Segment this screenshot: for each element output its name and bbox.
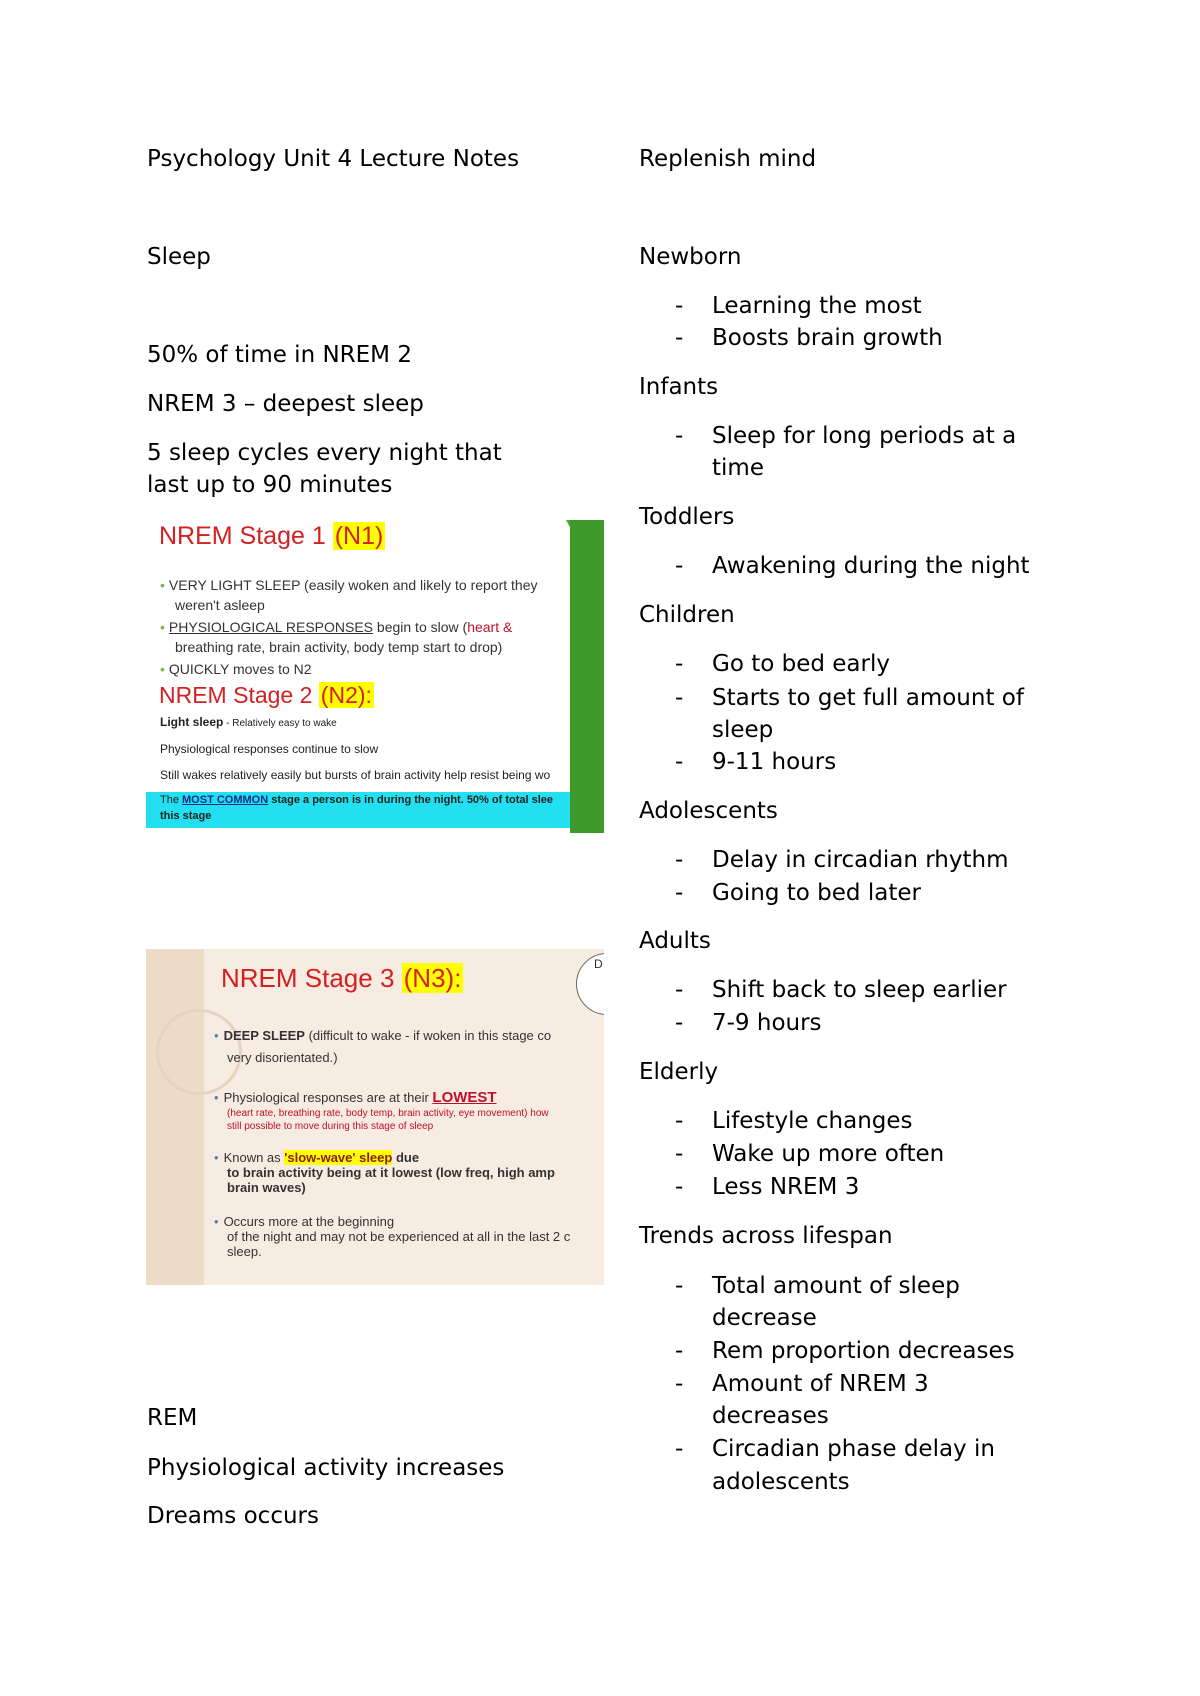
slide-bullet-cont: (heart rate, breathing rate, body temp, brain activity, eye movement) how (227, 1108, 549, 1119)
slide-text: Physiological responses continue to slow (160, 742, 379, 756)
section-heading-children: Children (639, 602, 735, 628)
list-item: Rem proportion decreases (712, 1338, 1015, 1364)
list-item: Awakening during the night (712, 553, 1030, 579)
slide-bullet-cont: weren't asleep (175, 597, 265, 613)
section-heading-toddlers: Toddlers (639, 504, 735, 530)
section-heading-sleep: Sleep (147, 244, 211, 270)
list-dash: - (675, 1273, 684, 1299)
note-line: Dreams occurs (147, 1503, 319, 1529)
note-line: 5 sleep cycles every night that (147, 440, 502, 466)
slide-bullet: • Known as 'slow-wave' sleep due (214, 1150, 420, 1165)
list-item: Delay in circadian rhythm (712, 847, 1009, 873)
slide-text: Light sleep - Relatively easy to wake (160, 715, 337, 729)
list-item-cont: sleep (712, 717, 774, 743)
list-dash: - (675, 749, 684, 775)
list-dash: - (675, 1108, 684, 1134)
nrem-stage-1-2-slide-image (146, 520, 604, 833)
page-title: Psychology Unit 4 Lecture Notes (147, 146, 520, 172)
list-dash: - (675, 1141, 684, 1167)
list-item: Circadian phase delay in (712, 1436, 995, 1462)
slide-bullet-cont: of the night and may not be experienced at all in the last 2 c (227, 1229, 571, 1244)
nrem-stage-3-slide-image (146, 949, 604, 1285)
list-item: Starts to get full amount of (712, 685, 1024, 711)
slide-text: this stage (160, 810, 212, 822)
slide-bullet: • VERY LIGHT SLEEP (easily woken and likely to report they (160, 577, 538, 593)
section-heading-adolescents: Adolescents (639, 798, 778, 824)
note-line: Replenish mind (639, 146, 817, 172)
list-dash: - (675, 553, 684, 579)
list-item-cont: decrease (712, 1305, 817, 1331)
list-item: Boosts brain growth (712, 325, 943, 351)
list-dash: - (675, 847, 684, 873)
list-dash: - (675, 293, 684, 319)
list-dash: - (675, 651, 684, 677)
section-heading-newborn: Newborn (639, 244, 742, 270)
slide-corner-label: D (594, 957, 603, 971)
slide-heading-stage-3: NREM Stage 3 (N3): (221, 963, 462, 993)
slide-bullet-cont: breathing rate, brain activity, body temp start to drop) (175, 639, 503, 655)
list-dash: - (675, 423, 684, 449)
list-dash: - (675, 880, 684, 906)
list-dash: - (675, 1010, 684, 1036)
slide-side-decoration (146, 949, 204, 1285)
list-item: Lifestyle changes (712, 1108, 913, 1134)
section-heading-rem: REM (147, 1405, 198, 1431)
list-dash: - (675, 1338, 684, 1364)
section-heading-infants: Infants (639, 374, 719, 400)
slide-bullet-cont: sleep. (227, 1244, 262, 1259)
list-item: Sleep for long periods at a (712, 423, 1017, 449)
slide-bullet-cont: very disorientated.) (227, 1050, 338, 1065)
slide-text: The MOST COMMON stage a person is in during the night. 50% of total slee (160, 794, 554, 806)
list-dash: - (675, 685, 684, 711)
list-item: Less NREM 3 (712, 1174, 860, 1200)
list-dash: - (675, 1371, 684, 1397)
list-item: Going to bed later (712, 880, 921, 906)
list-item-cont: adolescents (712, 1469, 850, 1495)
slide-bullet-cont: still possible to move during this stage of sleep (227, 1121, 434, 1132)
list-item: Amount of NREM 3 (712, 1371, 929, 1397)
note-line: 50% of time in NREM 2 (147, 342, 412, 368)
list-item: Go to bed early (712, 651, 890, 677)
slide-bullet: • Physiological responses are at their LOWEST (214, 1089, 497, 1106)
slide-text: Still wakes relatively easily but bursts of brain activity help resist being wo (160, 768, 551, 782)
list-item: Wake up more often (712, 1141, 945, 1167)
list-item: Total amount of sleep (712, 1273, 960, 1299)
list-dash: - (675, 977, 684, 1003)
section-heading-trends: Trends across lifespan (639, 1223, 893, 1249)
slide-bullet: • PHYSIOLOGICAL RESPONSES begin to slow (heart & (160, 619, 513, 635)
note-line: NREM 3 – deepest sleep (147, 391, 424, 417)
list-item-cont: decreases (712, 1403, 829, 1429)
list-dash: - (675, 325, 684, 351)
list-item: Shift back to sleep earlier (712, 977, 1007, 1003)
note-line: last up to 90 minutes (147, 472, 393, 498)
slide-heading-stage-1: NREM Stage 1 (N1) (159, 522, 384, 550)
note-line: Physiological activity increases (147, 1455, 505, 1481)
list-dash: - (675, 1436, 684, 1462)
list-item: 7-9 hours (712, 1010, 822, 1036)
slide-side-bar (570, 520, 604, 833)
list-item: Learning the most (712, 293, 922, 319)
slide-bullet: • QUICKLY moves to N2 (160, 661, 312, 677)
slide-bullet: • Occurs more at the beginning (214, 1214, 395, 1229)
slide-bullet-cont: brain waves) (227, 1180, 306, 1195)
list-item: 9-11 hours (712, 749, 837, 775)
slide-bullet-cont: to brain activity being at it lowest (low freq, high amp (227, 1165, 555, 1180)
section-heading-elderly: Elderly (639, 1059, 719, 1085)
slide-bullet: • DEEP SLEEP (difficult to wake - if woken in this stage co (214, 1028, 552, 1043)
list-item-cont: time (712, 455, 764, 481)
section-heading-adults: Adults (639, 928, 711, 954)
list-dash: - (675, 1174, 684, 1200)
slide-heading-stage-2: NREM Stage 2 (N2): (159, 682, 372, 708)
